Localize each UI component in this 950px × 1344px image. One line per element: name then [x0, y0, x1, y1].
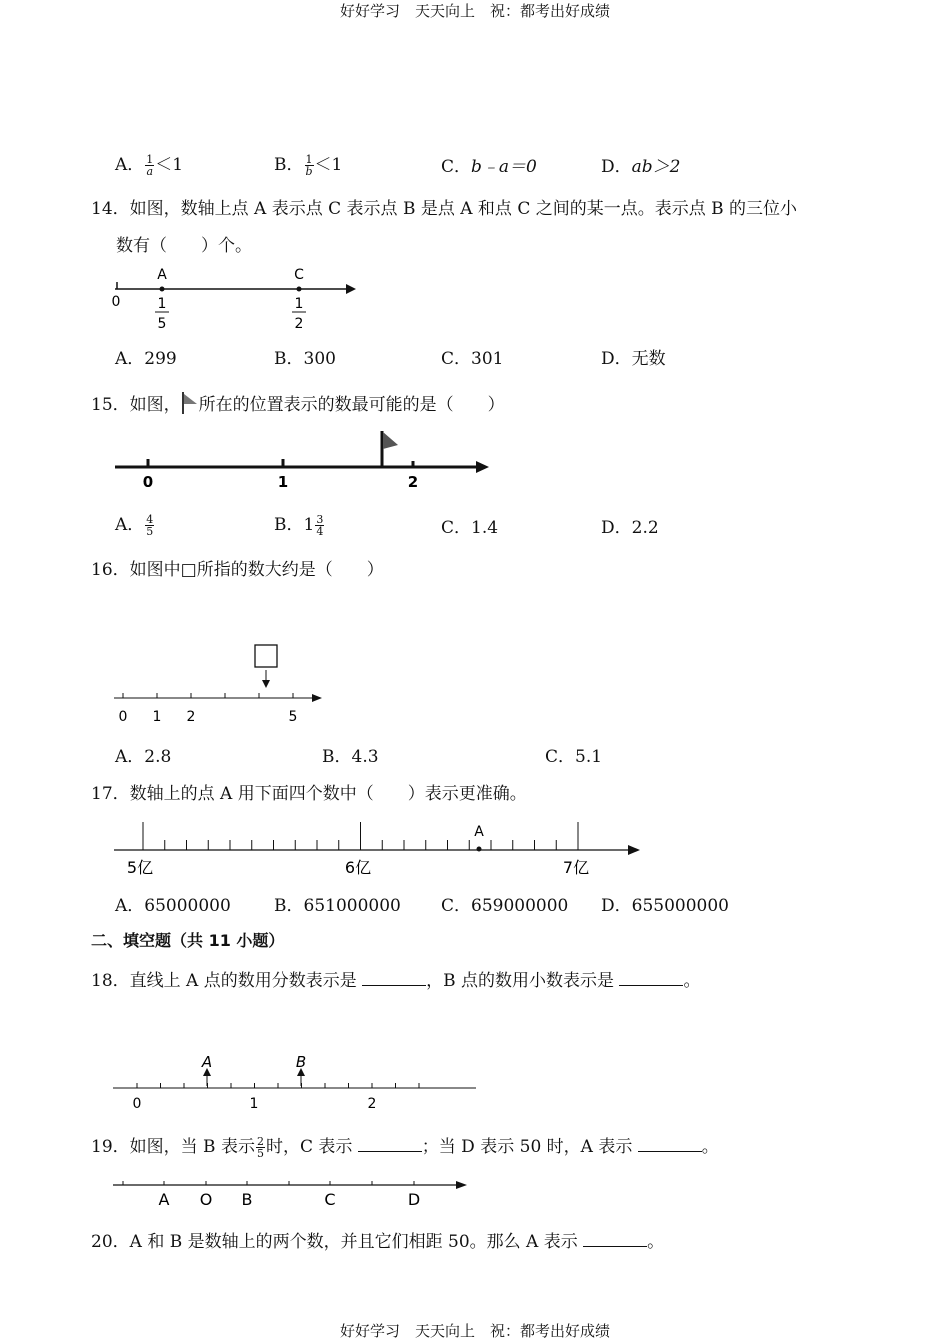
answer-blank[interactable]: [619, 971, 683, 986]
q17-option-b: B．651000000: [274, 896, 401, 916]
label-c: C: [324, 1190, 336, 1209]
point-a: [160, 287, 165, 292]
q19-number-line: [110, 1172, 480, 1212]
q14-option-a: A．299: [115, 349, 177, 369]
label-d: D: [407, 1190, 421, 1209]
q16-number-line: [110, 640, 330, 730]
label-a: A: [474, 824, 484, 840]
page-footer: 好好学习 天天向上 祝：都考出好成绩: [339, 1322, 610, 1340]
q17-stem: 17．数轴上的点 A 用下面四个数中（ ）表示更准确。: [91, 784, 527, 804]
answer-blank[interactable]: [638, 1137, 702, 1152]
q20-stem: 20．A 和 B 是数轴上的两个数，并且它们相距 50。那么 A 表示 。: [91, 1232, 665, 1252]
q13-option-d: D．ab＞2: [601, 157, 681, 177]
tick-label-0: 0: [111, 294, 121, 310]
q15-option-b: B．1 $\frac{3}{4}$: [274, 513, 324, 538]
a-denominator: 5: [157, 316, 167, 332]
tick-label-5: 5: [288, 709, 298, 725]
point-c: [297, 287, 302, 292]
q15-number-line: [110, 425, 495, 495]
flag-icon: [181, 392, 199, 414]
label-a: A: [157, 267, 167, 283]
tick-label-1: 1: [277, 473, 289, 491]
tick-label-1: 1: [249, 1096, 259, 1112]
answer-blank[interactable]: [362, 971, 426, 986]
q15-stem: 15．如图， 所在的位置表示的数最可能的是（ ）: [91, 390, 505, 415]
fraction: $\frac{1}{a}$: [146, 153, 154, 178]
point-a: [477, 847, 482, 852]
label-a: A: [201, 1053, 213, 1071]
q16-option-a: A．2.8: [115, 747, 172, 767]
label-o: O: [199, 1190, 213, 1209]
q14-option-d: D．无数: [601, 349, 666, 369]
q14-option-c: C．301: [441, 349, 504, 369]
tick-label-7yi: 7亿: [562, 858, 590, 877]
fraction: $\frac{1}{b}$: [305, 153, 313, 178]
c-denominator: 2: [294, 316, 304, 332]
answer-blank[interactable]: [583, 1232, 647, 1247]
q14-number-line: [110, 262, 370, 334]
label-b: B: [295, 1053, 307, 1071]
q13-option-c: C．b﹣a＝0: [441, 157, 537, 177]
q17-number-line: [110, 810, 650, 880]
tick-label-2: 2: [407, 473, 419, 491]
q17-option-c: C．659000000: [441, 896, 569, 916]
q16-stem: 16．如图中□所指的数大约是（ ）: [91, 560, 384, 580]
tick-label-0: 0: [118, 709, 128, 725]
q13-option-a: A． $\frac{1}{a}$ ＜1: [115, 153, 184, 178]
tick-label-2: 2: [367, 1096, 377, 1112]
q15-option-c: C．1.4: [441, 518, 499, 538]
page-header: 好好学习 天天向上 祝：都考出好成绩: [339, 2, 610, 20]
fraction: $\frac{4}{5}$: [146, 513, 154, 538]
q16-option-b: B．4.3: [322, 747, 379, 767]
q14-option-b: B．300: [274, 349, 336, 369]
c-numerator: 1: [294, 296, 304, 312]
tick-label-0: 0: [132, 1096, 142, 1112]
section-title: 二、填空题（共 11 小题）: [91, 931, 285, 950]
flag-icon: [383, 432, 398, 449]
tick-label-0: 0: [142, 473, 154, 491]
q15-option-a: A． $\frac{4}{5}$: [115, 513, 154, 538]
q17-option-d: D．655000000: [601, 896, 729, 916]
q19-stem: 19．如图，当 B 表示 $\frac{2}{5}$ 时，C 表示 ；当 D 表示 50 时，A 表示 。: [91, 1135, 719, 1160]
q16-option-c: C．5.1: [545, 747, 603, 767]
a-numerator: 1: [157, 296, 167, 312]
tick-label-5yi: 5亿: [126, 858, 154, 877]
fraction: $\frac{2}{5}$: [256, 1135, 264, 1160]
q18-number-line: [110, 1050, 490, 1115]
label-b: B: [241, 1190, 253, 1209]
q17-option-a: A．65000000: [115, 896, 231, 916]
q14-stem-line2: 数有（ ）个。: [116, 236, 252, 256]
answer-blank[interactable]: [358, 1137, 422, 1152]
tick-label-6yi: 6亿: [344, 858, 372, 877]
tick-label-2: 2: [186, 709, 196, 725]
q14-stem-line1: 14．如图，数轴上点 A 表示点 C 表示点 B 是点 A 和点 C 之间的某一点。表示点 B 的三位小: [91, 199, 798, 219]
arrow-down-icon: [262, 680, 270, 688]
q15-option-d: D．2.2: [601, 518, 659, 538]
q18-stem: 18．直线上 A 点的数用分数表示是 ，B 点的数用小数表示是 。: [91, 971, 701, 991]
q13-option-b: B． $\frac{1}{b}$ ＜1: [274, 153, 343, 178]
label-a: A: [158, 1190, 170, 1209]
answer-box: [255, 645, 277, 667]
fraction: $\frac{3}{4}$: [316, 513, 324, 538]
tick-label-1: 1: [152, 709, 162, 725]
label-c: C: [294, 267, 304, 283]
